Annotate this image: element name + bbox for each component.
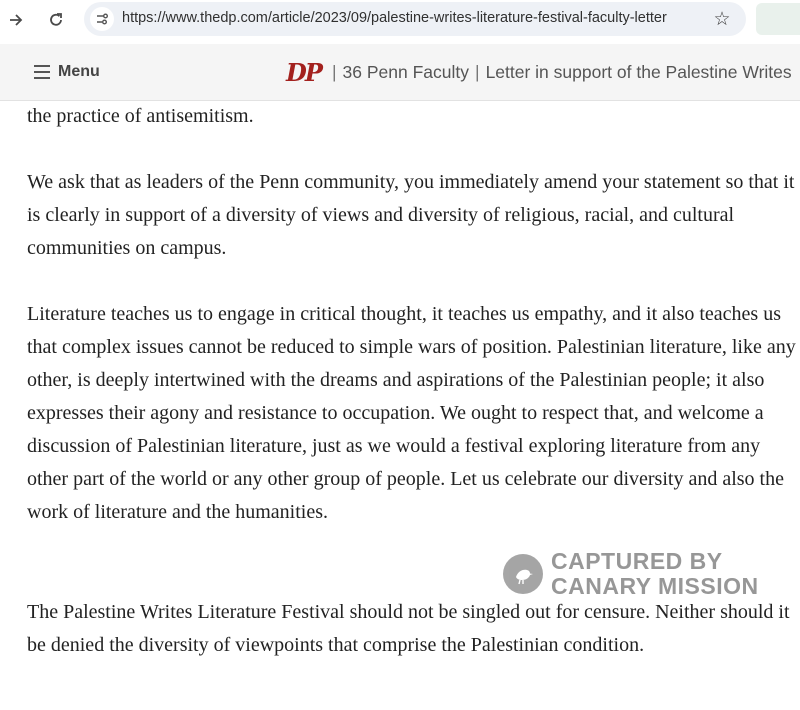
address-bar[interactable] — [84, 2, 746, 36]
separator: | — [475, 62, 480, 82]
canary-mission-watermark — [503, 548, 759, 600]
site-header — [0, 44, 800, 101]
article-paragraph: We ask that as leaders of the Penn community, you immediately amend your statement so that it is clearly in support of a diversity of views and diversity of religious, racial, and cultural communities on campus. — [27, 171, 795, 259]
reload-icon[interactable] — [42, 6, 70, 34]
header-breadcrumb — [326, 62, 792, 83]
article-paragraph: The Palestine Writes Literature Festival should not be singled out for censure. Neither should it be denied the diversity of viewpoints that comprise the Palestinian condition. — [27, 601, 790, 656]
canary-bird-icon — [503, 554, 543, 594]
header-section[interactable]: 36 Penn Faculty — [342, 62, 470, 82]
extension-slot[interactable] — [756, 3, 800, 35]
watermark-text — [551, 549, 759, 599]
bookmark-star-icon[interactable]: ☆ — [713, 8, 731, 30]
dp-logo[interactable]: DP — [286, 58, 321, 87]
site-info-icon[interactable] — [90, 7, 114, 31]
hamburger-menu-icon — [34, 65, 50, 79]
watermark-line-1: CAPTURED BY — [551, 548, 723, 574]
forward-arrow-icon[interactable] — [2, 6, 30, 34]
article-paragraph: the practice of antisemitism. — [27, 105, 254, 127]
url-text[interactable]: https://www.thedp.com/article/2023/09/palestine-writes-literature-festival-faculty-letter — [122, 10, 667, 26]
browser-toolbar — [0, 0, 800, 40]
menu-button[interactable] — [34, 61, 100, 83]
header-article-title: Letter in support of the Palestine Writes — [485, 62, 792, 82]
menu-label: Menu — [58, 63, 100, 80]
separator: | — [332, 62, 337, 82]
article-paragraph: Literature teaches us to engage in critical thought, it teaches us empathy, and it also teaches us that complex issues cannot be reduced to simple wars of position. Palestinian literature, like any other, is deeply intertwined with the dreams and aspirations of the Palestinian people; it also expresses their agony and resistance to occupation. We ought to respect that, and welcome a discussion of Palestinian literature, just as we would a festival exploring literature from any other part of the world or any other group of people. Let us celebrate our diversity and also the work of literature and the humanities. — [27, 303, 796, 523]
watermark-line-2: CANARY MISSION — [551, 573, 759, 599]
